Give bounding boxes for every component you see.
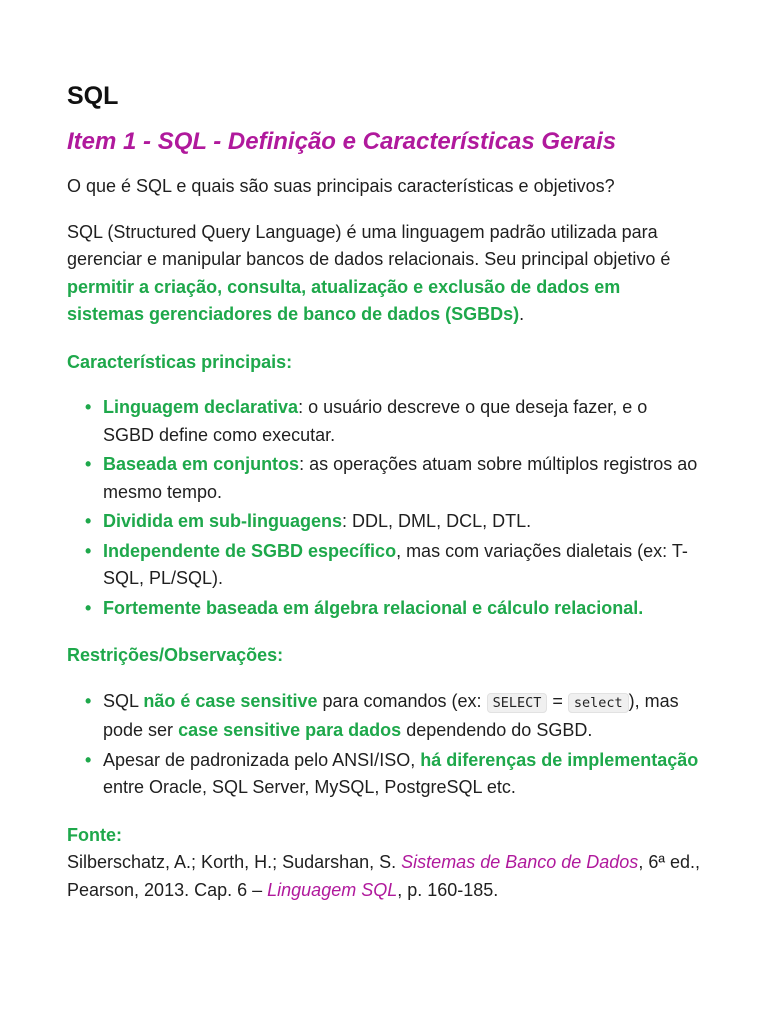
book-title: Sistemas de Banco de Dados bbox=[401, 852, 639, 872]
bullet-icon: • bbox=[85, 511, 92, 531]
code-select-lower: select bbox=[568, 693, 629, 713]
restrictions-list bbox=[67, 688, 701, 802]
list-item bbox=[67, 747, 701, 802]
citation-text: , p. 160-185. bbox=[397, 879, 499, 900]
item-text: : as operações atuam sobre múltiplos registros ao mesmo tempo. bbox=[103, 454, 698, 502]
list-item bbox=[67, 595, 701, 623]
item-text: ), mas pode ser bbox=[103, 690, 679, 740]
item-strong: há diferenças de implementação bbox=[420, 749, 699, 770]
citation-text: , 6ª ed., Pearson, 2013. Cap. 6 – bbox=[67, 852, 701, 900]
question-text: O que é SQL e quais são suas principais características e objetivos? bbox=[67, 176, 615, 196]
document-title: SQL bbox=[67, 82, 119, 110]
bullet-icon: • bbox=[85, 597, 92, 618]
item-text: entre Oracle, SQL Server, MySQL, PostgreSQL etc. bbox=[103, 777, 516, 797]
item-strong: case sensitive para dados bbox=[178, 720, 402, 740]
item-text: para comandos (ex: bbox=[317, 690, 487, 711]
bullet-icon: • bbox=[85, 749, 92, 770]
bullet-icon: • bbox=[85, 540, 92, 561]
item-title: Item 1 - SQL - Definição e Características Gerais bbox=[67, 128, 617, 155]
characteristics-list bbox=[67, 394, 701, 622]
intro-text-2: . bbox=[519, 304, 525, 324]
item-text: Apesar de padronizada pelo ANSI/ISO, bbox=[103, 749, 421, 770]
list-item bbox=[67, 508, 701, 536]
source-heading: Fonte: bbox=[67, 824, 122, 845]
item-strong: Fortemente baseada em álgebra relacional e cálculo relacional. bbox=[103, 597, 644, 618]
list-item bbox=[67, 538, 701, 593]
item-text: = bbox=[547, 690, 568, 711]
item-strong: Baseada em conjuntos bbox=[103, 454, 300, 474]
characteristics-heading: Características principais: bbox=[67, 351, 293, 372]
item-strong: Dividida em sub-linguagens bbox=[103, 511, 343, 531]
item-text: dependendo do SGBD. bbox=[401, 720, 593, 740]
list-item bbox=[67, 688, 701, 745]
item-strong: Independente de SGBD específico bbox=[103, 540, 397, 561]
list-item bbox=[67, 451, 701, 506]
list-item bbox=[67, 394, 701, 449]
code-select-upper: SELECT bbox=[487, 693, 548, 713]
item-strong: não é case sensitive bbox=[143, 690, 318, 711]
citation-text: Silberschatz, A.; Korth, H.; Sudarshan, S. bbox=[67, 852, 402, 872]
intro-paragraph bbox=[67, 219, 701, 329]
restrictions-heading: Restrições/Observações: bbox=[67, 645, 284, 665]
item-text: : o usuário descreve o que deseja fazer, e o SGBD define como executar. bbox=[103, 397, 648, 445]
item-text: , mas com variações dialetais (ex: T-SQL, PL/SQL). bbox=[103, 540, 688, 588]
source-citation bbox=[67, 849, 701, 904]
item-text: SQL bbox=[103, 690, 144, 711]
item-strong: Linguagem declarativa bbox=[103, 397, 299, 417]
bullet-icon: • bbox=[85, 454, 92, 474]
item-text: : DDL, DML, DCL, DTL. bbox=[342, 511, 532, 531]
intro-text-1: SQL (Structured Query Language) é uma linguagem padrão utilizada para gerenciar e manipular bancos de dados relacionais. Seu principal objetivo é bbox=[67, 221, 671, 269]
bullet-icon: • bbox=[85, 690, 92, 711]
bullet-icon: • bbox=[85, 397, 92, 417]
intro-highlight: permitir a criação, consulta, atualização e exclusão de dados em sistemas gerenciadores de banco de dados (SGBDs) bbox=[67, 276, 621, 324]
chapter-title: Linguagem SQL bbox=[267, 879, 398, 900]
